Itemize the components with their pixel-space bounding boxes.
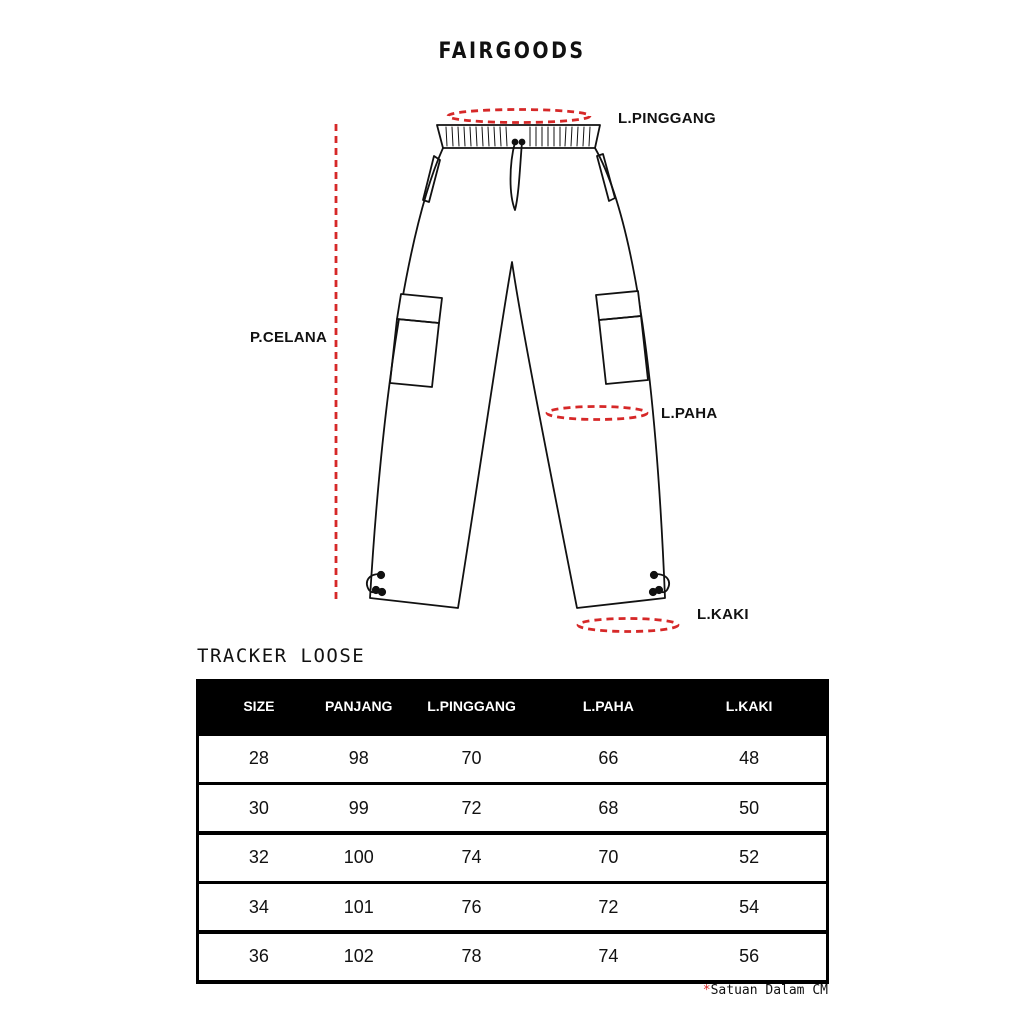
ankle-toggle-left [367,572,385,595]
cell-size: 34 [248,896,269,917]
thigh-measure-ellipse [547,407,647,420]
cell-leg: 54 [739,896,760,917]
cell-thigh: 72 [598,896,619,917]
table-row [199,835,826,881]
header-waist: L.PINGGANG [427,697,516,714]
drawstring [511,142,523,210]
table-row [199,934,826,980]
cell-leg: 56 [739,946,760,966]
cell-leg: 52 [739,847,760,867]
pants-outline [367,125,669,608]
footnote-text: Satuan Dalam CM [710,983,828,998]
brand-logo: FAIRGOODS [438,38,586,64]
leg-measure-ellipse [578,619,678,632]
table-header [199,679,826,732]
cell-leg: 48 [739,748,760,768]
cell-size: 36 [248,946,269,966]
cell-thigh: 68 [598,797,619,818]
measure-lines [336,110,678,632]
size-table [196,679,829,984]
cell-waist: 76 [461,896,482,917]
cell-waist: 70 [461,748,482,768]
length-label: P.CELANA [250,329,328,346]
waist-measure-ellipse [448,110,590,123]
table-row [199,736,826,782]
cell-waist: 74 [461,847,482,867]
cell-waist: 72 [461,797,482,818]
unit-footnote [703,983,828,998]
cell-length: 101 [343,896,374,917]
cell-length: 99 [348,797,369,818]
cell-thigh: 66 [598,748,619,768]
cell-waist: 78 [461,946,482,966]
header-leg: L.KAKI [725,697,773,714]
cell-length: 100 [343,847,374,867]
footnote-asterisk: * [702,983,711,998]
cell-size: 28 [248,748,269,768]
cell-size: 32 [248,847,269,867]
cell-length: 98 [348,748,369,768]
cell-thigh: 70 [598,847,619,867]
leg-label: L.KAKI [697,606,749,623]
thigh-label: L.PAHA [661,405,718,422]
cell-thigh: 74 [598,946,619,966]
section-title: TRACKER LOOSE [197,645,366,667]
waistband [437,125,600,148]
header-length: PANJANG [325,697,393,714]
cargo-pocket-right [596,291,648,384]
table-row [199,884,826,930]
cargo-pocket-left [390,294,442,387]
cell-leg: 50 [739,797,760,818]
table-row [199,785,826,831]
header-thigh: L.PAHA [582,697,634,714]
cell-length: 102 [343,946,374,966]
pants-body [370,148,665,608]
ankle-toggle-right [650,572,669,595]
waist-label: L.PINGGANG [618,110,717,127]
header-size: SIZE [243,697,275,714]
side-pocket-right [597,154,615,201]
cell-size: 30 [248,797,269,818]
